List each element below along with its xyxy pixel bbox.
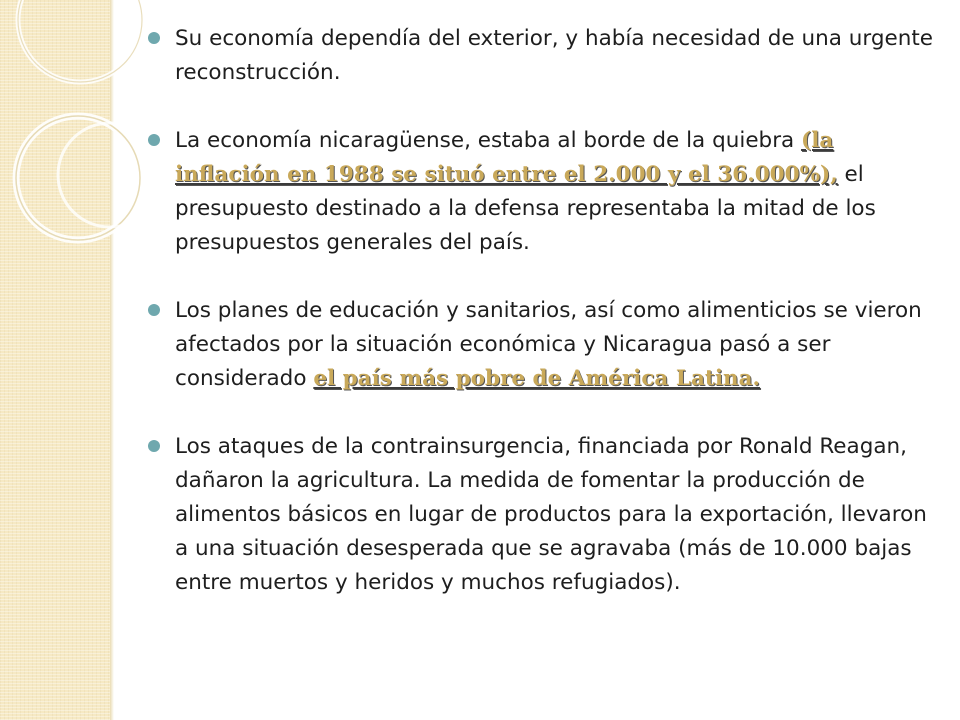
- bullet-economy-dependence: [146, 22, 936, 90]
- bullet-text: Los planes de educación y sanitarios, así como alimenticios se vieron afectados por la situación económica y Nicaragua pasó a ser considerado: [175, 298, 922, 391]
- bullet-dot-icon: [148, 304, 160, 316]
- bullet-text: Su economía dependía del exterior, y había necesidad de una urgente reconstrucción.: [175, 26, 934, 85]
- bullet-list: [146, 22, 936, 600]
- bullet-dot-icon: [148, 440, 160, 452]
- decorative-rings-graphic: [0, 0, 170, 260]
- bullet-text: Los ataques de la contrainsurgencia, financiada por Ronald Reagan, dañaron la agricultura. La medida de fomentar la producción de alimentos básicos en lugar de productos para la exportación, llevaron a una situación desesperada que se agravaba (más de 10.000 bajas entre muertos y heridos y muchos refugiados).: [175, 434, 927, 595]
- bullet-dot-icon: [148, 134, 160, 146]
- bullet-text: La economía nicaragüense, estaba al borde de la quiebra: [175, 128, 802, 153]
- bullet-economy-bankruptcy: [146, 124, 936, 260]
- bullet-dot-icon: [148, 32, 160, 44]
- bullet-social-plans: [146, 294, 936, 396]
- poorest-country-highlight: el país más pobre de América Latina.: [313, 366, 761, 391]
- slide-content: [146, 22, 936, 600]
- inflation-highlight: (la inflación en 1988 se situó entre el 2.000 y el 36.000%),: [175, 128, 838, 187]
- bullet-text-continued: el presupuesto destinado a la defensa representaba la mitad de los presupuestos generales del país.: [175, 162, 876, 255]
- bullet-contra-attacks: [146, 430, 936, 600]
